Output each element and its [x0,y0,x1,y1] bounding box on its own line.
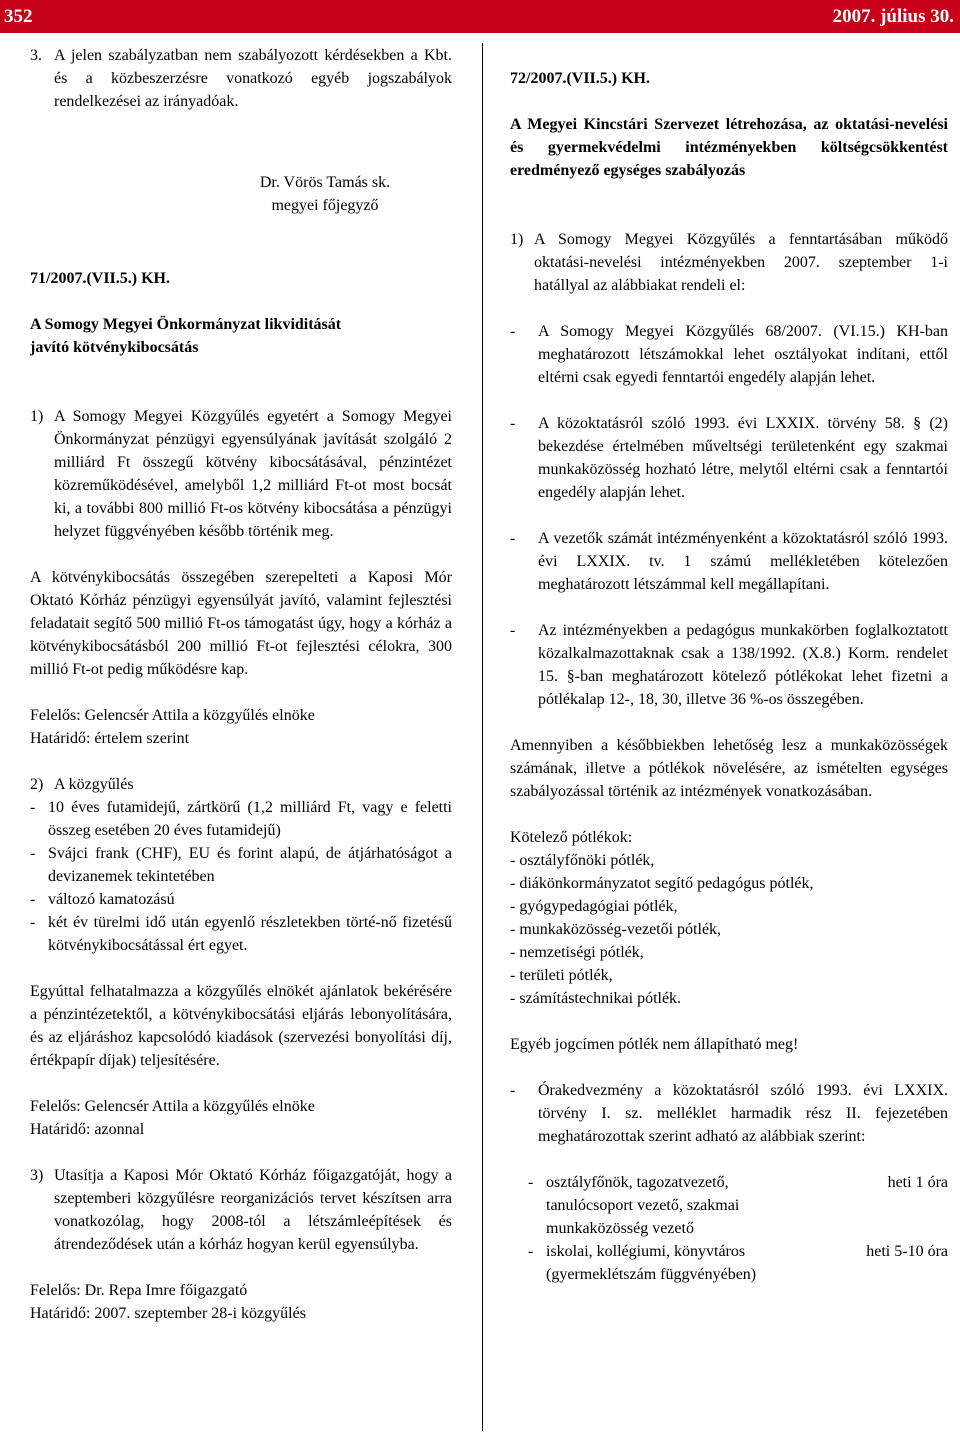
signature-block [200,171,450,217]
page-header [0,0,960,33]
hourly-allowance: - Órakedvezmény a közoktatásról szóló 1993. évi LXXIX. törvény I. sz. melléklet harmadik rész II. fejezetében meghatározottak szerint adható az alábbiak szerint: [510,1082,948,1145]
list-item: - munkaközösség-vezetői pótlék, [510,921,722,938]
list-item: - 10 éves futamidejű, zártkörű (1,2 milliárd Ft, vagy e feletti összeg esetében 20 éves futamidejű) [30,799,452,839]
list-item: - számítástechnikai pótlék. [510,990,682,1007]
table-cell-hours: heti 5-10 óra [866,1243,948,1260]
issue-date: 2007. július 30. [832,6,954,27]
list-item: - gyógypedagógiai pótlék, [510,898,678,915]
responsible-3: Felelős: Dr. Repa Imre főigazgató [30,1282,248,1299]
section-3-text: A jelen szabályzatban nem szabályozott kérdésekben a Kbt. és a közbeszerzésre vonatkozó egyéb jogszabályok rendelkezései az irányadóak. [54,47,452,110]
table-cell-role: iskolai, kollégiumi, könyvtáros (gyermeklétszám függvényében) [546,1243,757,1283]
table-row: - osztályfőnök, tagozatvezető, tanulócsoport vezető, szakmai munkaközösség vezető heti 1 óra [528,1171,948,1240]
list-item: - két év türelmi idő után egyenlő részletekben törté-nő fizetésű kötvénykibocsátással ért egyet. [30,914,452,954]
mandatory-heading: Kötelező pótlékok: [510,829,633,846]
signature-name: Dr. Vörös Tamás sk. [259,174,391,191]
decree-72-number: 72/2007.(VII.5.) KH. [510,70,650,87]
section-3 [30,44,452,113]
item-number: 2) [30,776,44,793]
column-divider [482,43,483,1431]
item-number: 1) [510,231,524,248]
table-cell-role: osztályfőnök, tagozatvezető, tanulócsoport vezető, szakmai munkaközösség vezető [546,1174,740,1237]
signature-title: megyei főjegyző [271,197,379,214]
decree-71-item-1 [30,405,452,543]
authorization-paragraph: Egyúttal felhatalmazza a közgyűlés elnökét ajánlatok bekérésére a pénzintézetektől, a kötvénykibocsátási eljárás lebonyolítására, és az eljáráshoz kapcsolódó kiadások (szervezési bonyolítási díj, értékpapír díjak) teljesítésére. [30,983,452,1069]
other-note: Egyéb jogcímen pótlék nem állapítható meg! [510,1036,799,1053]
deadline-2: Határidő: azonnal [30,1121,145,1138]
funding-paragraph: A kötvénykibocsátás összegében szerepelteti a Kaposi Mór Oktató Kórház pénzügyi egyensúlyát javító, valamint fejlesztési feladatait segítő 500 millió Ft-os támogatást úgy, hogy a kórház a kötvénykibocsátásból 200 millió Ft-ot fejlesztési célokra, 300 millió Ft-ot pedig működésre kap. [30,569,452,678]
decree-72-title: A Megyei Kincstári Szervezet létrehozása, az oktatási-nevelési és gyermekvédelmi intézményekben költségcsökkentést eredményező egységes szabályozás [510,116,948,179]
item-2-bullets [30,796,452,957]
list-item: - nemzetiségi pótlék, [510,944,644,961]
list-item: - diákönkormányzatot segítő pedagógus pótlék, [510,875,814,892]
responsible-2: Felelős: Gelencsér Attila a közgyűlés elnöke [30,1098,315,1115]
item-text: Utasítja a Kaposi Mór Oktató Kórház főigazgatóját, hogy a szeptemberi közgyűlésre reorganizációs tervet készítsen arra vonatkozólag, hogy 2008-tól a létszámleépítések és átrendeződések után a kórház hogyan kerül egyensúlyba. [54,1167,452,1253]
list-item: - Az intézményekben a pedagógus munkakörben foglalkoztatott közalkalmazottaknak csak a 138/1992. (X.8.) Korm. rendelet 15. §-ban meghatározott kötelező pótlékokat lehet fizetni a pótlékalap 12-, 18, 30, illetve 36 %-os összegében. [510,622,948,708]
table-row: - iskolai, kollégiumi, könyvtáros (gyermeklétszám függvényében) heti 5-10 óra [528,1240,948,1286]
item-text: A közgyűlés [54,776,134,793]
list-item: - A közoktatásról szóló 1993. évi LXXIX. törvény 58. § (2) bekezdése értelmében műveltségi területenként egy szakmai munkaközösség hozható létre, melytől eltérni csak a fenntartói engedély alapján lehet. [510,415,948,501]
decree-71-item-2 [30,773,452,796]
hourly-table [510,1171,948,1286]
responsible-1: Felelős: Gelencsér Attila a közgyűlés elnöke [30,707,315,724]
decree-72-item-1 [510,228,948,297]
right-column [510,44,948,1286]
deadline-3: Határidő: 2007. szeptember 28-i közgyűlés [30,1305,306,1322]
list-item: - Svájci frank (CHF), EU és forint alapú, de átjárhatóságot a devizanemek tekintetében [30,845,452,885]
decree-71-number: 71/2007.(VII.5.) KH. [30,270,170,287]
item-text: A Somogy Megyei Közgyűlés a fenntartásában működő oktatási-nevelési intézményekben 2007. szeptember 1-i hatállyal az alábbiakat rendeli el: [534,231,948,294]
list-item: - A vezetők számát intézményenként a közoktatásról szóló 1993. évi LXXIX. tv. 1 számú mellékletében kötelezően meghatározott létszámmal kell megállapítani. [510,530,948,593]
list-item: - osztályfőnöki pótlék, [510,852,655,869]
mandatory-list [510,849,948,1010]
item-number: 3) [30,1167,44,1184]
list-item: - A Somogy Megyei Közgyűlés 68/2007. (VI.15.) KH-ban meghatározott létszámokkal lehet osztályokat indítani, ettől eltérni csak egyedi fenntartói engedély alapján lehet. [510,323,948,386]
list-item: - területi pótlék, [510,967,613,984]
table-cell-hours: heti 1 óra [887,1174,948,1191]
left-column [30,44,452,1325]
list-item: - változó kamatozású [30,891,175,908]
page-number: 352 [4,6,33,27]
section-3-number: 3. [30,47,42,64]
item-number: 1) [30,408,44,425]
deadline-1: Határidő: értelem szerint [30,730,190,747]
decree-71-item-3 [30,1164,452,1256]
item-text: A Somogy Megyei Közgyűlés egyetért a Somogy Megyei Önkormányzat pénzügyi egyensúlyának javítását szolgáló 2 milliárd Ft összegű kötvény kibocsátásával, pénzintézet közreműködésével, amelyből 1,2 milliárd Ft-ot most bocsát ki, a további 800 millió Ft-os kötvény kibocsátása a pénzügyi helyzet függvényében később történik meg. [54,408,452,540]
decree-71-title: A Somogy Megyei Önkormányzat likviditását javító kötvénykibocsátás [30,316,342,356]
future-paragraph: Amennyiben a későbbiekben lehetőség lesz a munkaközösségek számának, illetve a pótlékok növelésére, az ismételten egységes szabályozással történik az intézmények vonatkozásában. [510,737,948,800]
